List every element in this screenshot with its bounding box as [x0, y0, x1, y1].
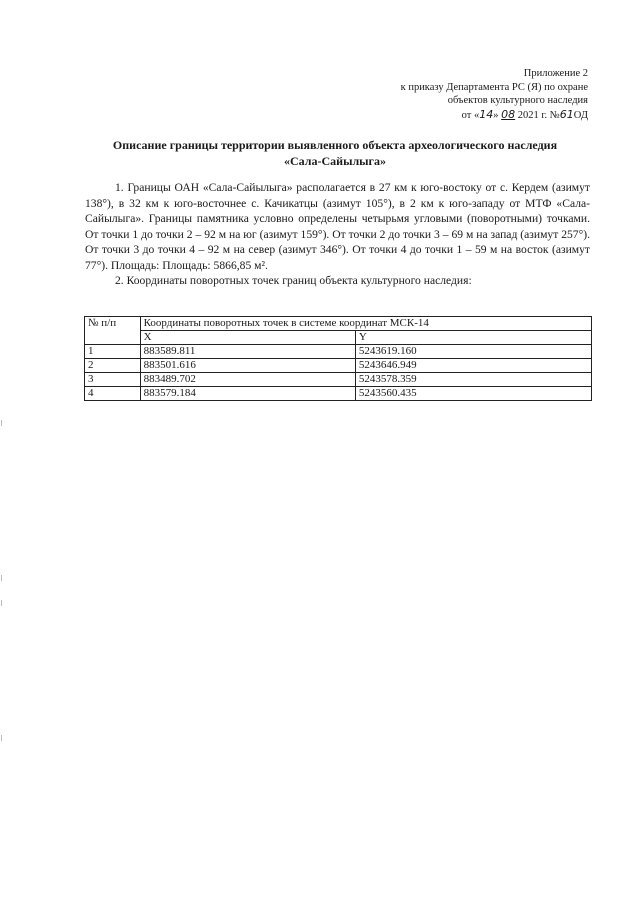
- table-row: [85, 359, 592, 373]
- point-number: 2: [85, 359, 141, 373]
- table-row: [85, 387, 592, 401]
- handwritten-number: 61: [559, 107, 574, 121]
- table-row: [85, 345, 592, 359]
- y-value: 5243560.435: [355, 387, 591, 401]
- x-value: 883489.702: [140, 373, 355, 387]
- date-prefix: от «: [461, 109, 480, 121]
- annex-date-line: [328, 108, 588, 123]
- table-subheader-row: [85, 331, 592, 345]
- header-coords-cell: Координаты поворотных точек в системе координат МСК-14: [140, 317, 591, 331]
- document-title: [80, 137, 590, 169]
- y-value: 5243646.949: [355, 359, 591, 373]
- x-value: 883589.811: [140, 345, 355, 359]
- header-y-cell: Y: [355, 331, 591, 345]
- annex-heritage-line: объектов культурного наследия: [447, 95, 588, 106]
- number-suffix: ОД: [573, 109, 588, 121]
- date-mid: »: [493, 109, 502, 121]
- handwritten-day: 14: [479, 107, 494, 121]
- date-year: 2021 г. №: [515, 109, 560, 121]
- document-body: [85, 180, 590, 289]
- x-value: 883579.184: [140, 387, 355, 401]
- point-number: 1: [85, 345, 141, 359]
- title-line-1: Описание границы территории выявленного объекта археологического наследия: [112, 138, 558, 152]
- point-number: 3: [85, 373, 141, 387]
- header-x-cell: X: [140, 331, 355, 345]
- annex-order-line: к приказу Департамента РС (Я) по охране: [400, 81, 588, 93]
- annex-title: Приложение 2: [523, 68, 588, 79]
- point-number: 4: [85, 387, 141, 401]
- handwritten-month: 08: [501, 107, 516, 121]
- scan-edge-marks: [0, 0, 3, 905]
- header-num-cell: № п/п: [85, 317, 141, 345]
- y-value: 5243619.160: [355, 345, 591, 359]
- y-value: 5243578.359: [355, 373, 591, 387]
- paragraph-1: 1. Границы ОАН «Сала-Сайылыга» располагается в 27 км к юго-востоку от с. Кердем (азимут 138°), в 32 км к юго-восточнее с. Качикатцы (азимут 105°), в 2 км к юго-западу от МТФ «Сала-Сайылыга». Границы памятника условно определены четырьмя угловыми (поворотными) точками. От точки 1 до точки 2 – 92 м на юг (азимут 159°). От точки 2 до точки 3 – 69 м на запад (азимут 257°). От точки 3 до точки 4 – 92 м на север (азимут 346°). От точки 4 до точки 1 – 59 м на восток (азимут 77°). Площадь: Площадь: 5866,85 м².: [85, 181, 590, 272]
- paragraph-2: 2. Координаты поворотных точек границ объекта культурного наследия:: [115, 274, 472, 287]
- title-line-2: «Сала-Сайылыга»: [284, 154, 386, 168]
- x-value: 883501.616: [140, 359, 355, 373]
- table-header-row: [85, 317, 592, 331]
- table-row: [85, 373, 592, 387]
- coordinates-table: [84, 316, 592, 401]
- annex-header: [328, 67, 588, 122]
